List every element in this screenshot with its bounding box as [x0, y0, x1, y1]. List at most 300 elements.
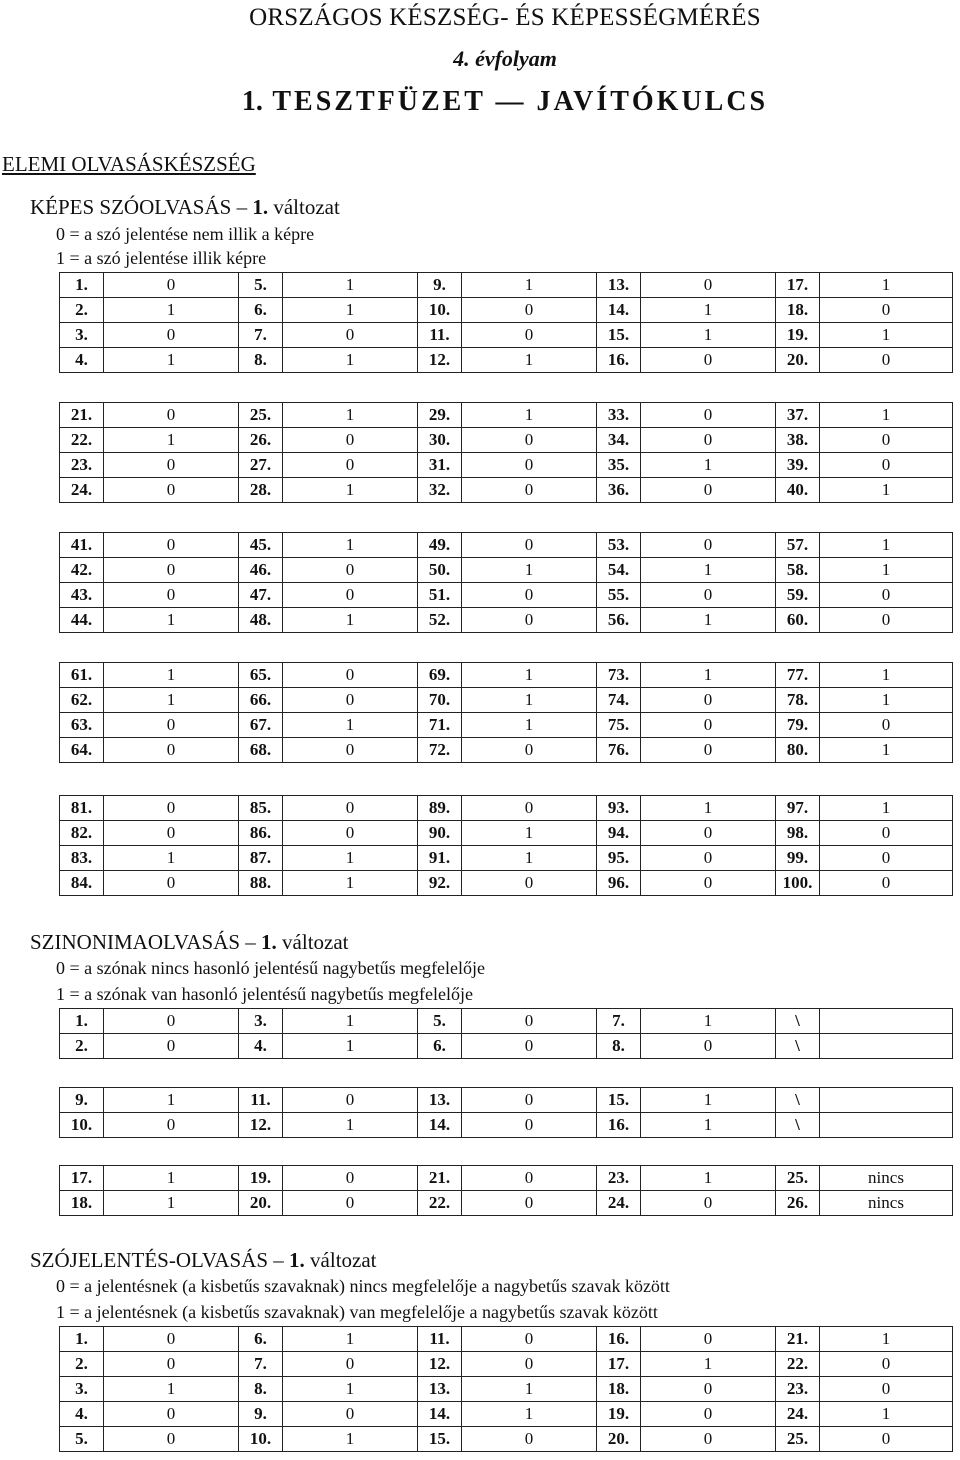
answer-cell: 1 — [641, 1009, 776, 1034]
item-number-cell: 19. — [597, 1402, 641, 1427]
answer-cell: 1 — [104, 1377, 239, 1402]
answer-cell: 0 — [283, 688, 418, 713]
kepes-legend-1: 1 = a szó jelentése illik képre — [56, 248, 267, 268]
table-row — [60, 273, 953, 298]
table-row — [60, 1427, 953, 1452]
szinonima-table-3 — [59, 1165, 953, 1216]
answer-cell: 0 — [462, 533, 597, 558]
table-row — [60, 821, 953, 846]
answer-cell — [820, 1009, 953, 1034]
item-number-cell: 4. — [239, 1034, 283, 1059]
answer-cell: 0 — [641, 1402, 776, 1427]
answer-cell: 0 — [641, 1034, 776, 1059]
table-row — [60, 298, 953, 323]
item-number-cell: 23. — [60, 453, 104, 478]
booklet-title-text: TESZTFÜZET — JAVÍTÓKULCS — [272, 86, 769, 117]
answer-cell: 0 — [820, 821, 953, 846]
answer-cell: 1 — [820, 533, 953, 558]
answer-cell: 0 — [104, 453, 239, 478]
szojelentes-table-1 — [59, 1326, 953, 1452]
answer-cell: 0 — [641, 738, 776, 763]
item-number-cell: \ — [776, 1009, 820, 1034]
answer-cell: 0 — [462, 478, 597, 503]
answer-cell: 0 — [104, 323, 239, 348]
item-number-cell: 70. — [418, 688, 462, 713]
item-number-cell: 11. — [418, 323, 462, 348]
item-number-cell: 5. — [60, 1427, 104, 1452]
item-number-cell: 15. — [418, 1427, 462, 1452]
table-row — [60, 533, 953, 558]
answer-cell: 1 — [641, 323, 776, 348]
table-row — [60, 428, 953, 453]
answer-cell: 1 — [462, 1402, 597, 1427]
answer-cell: 0 — [462, 298, 597, 323]
answer-cell: 0 — [641, 821, 776, 846]
answer-cell: 0 — [104, 558, 239, 583]
item-number-cell: 46. — [239, 558, 283, 583]
answer-cell: 0 — [104, 1402, 239, 1427]
answer-cell: 1 — [283, 273, 418, 298]
item-number-cell: 13. — [418, 1377, 462, 1402]
item-number-cell: 87. — [239, 846, 283, 871]
item-number-cell: 20. — [239, 1191, 283, 1216]
answer-cell: 1 — [283, 1113, 418, 1138]
szinonima-table-1 — [59, 1008, 953, 1059]
item-number-cell: 55. — [597, 583, 641, 608]
table-row — [60, 1191, 953, 1216]
answer-cell: 1 — [462, 1377, 597, 1402]
answer-cell: 0 — [104, 273, 239, 298]
table-row — [60, 1113, 953, 1138]
answer-cell: 1 — [641, 1166, 776, 1191]
item-number-cell: 3. — [60, 323, 104, 348]
item-number-cell: 58. — [776, 558, 820, 583]
item-number-cell: 7. — [239, 1352, 283, 1377]
grade-label: 4. évfolyam — [453, 46, 557, 71]
item-number-cell: 96. — [597, 871, 641, 896]
kepes-version-number: 1. — [252, 195, 269, 219]
kepes-table-5 — [59, 795, 953, 896]
item-number-cell: 52. — [418, 608, 462, 633]
answer-cell: 1 — [462, 688, 597, 713]
item-number-cell: 89. — [418, 796, 462, 821]
item-number-cell: 62. — [60, 688, 104, 713]
item-number-cell: 12. — [418, 1352, 462, 1377]
answer-cell: 0 — [104, 1009, 239, 1034]
answer-cell — [820, 1113, 953, 1138]
answer-cell: 0 — [104, 871, 239, 896]
item-number-cell: 4. — [60, 1402, 104, 1427]
answer-cell: 1 — [641, 608, 776, 633]
item-number-cell: 18. — [597, 1377, 641, 1402]
answer-cell: 0 — [104, 403, 239, 428]
answer-cell: 1 — [283, 871, 418, 896]
table-row — [60, 1166, 953, 1191]
item-number-cell: 64. — [60, 738, 104, 763]
item-number-cell: 24. — [597, 1191, 641, 1216]
answer-cell: 1 — [283, 713, 418, 738]
item-number-cell: 2. — [60, 1034, 104, 1059]
item-number-cell: 17. — [776, 273, 820, 298]
answer-cell — [820, 1088, 953, 1113]
answer-cell: 0 — [820, 583, 953, 608]
answer-cell: 0 — [283, 583, 418, 608]
item-number-cell: 22. — [418, 1191, 462, 1216]
item-number-cell: 23. — [597, 1166, 641, 1191]
item-number-cell: 69. — [418, 663, 462, 688]
item-number-cell: 77. — [776, 663, 820, 688]
item-number-cell: 28. — [239, 478, 283, 503]
answer-cell: 0 — [104, 583, 239, 608]
item-number-cell: 68. — [239, 738, 283, 763]
table-row — [60, 323, 953, 348]
answer-cell: 0 — [283, 738, 418, 763]
item-number-cell: 39. — [776, 453, 820, 478]
item-number-cell: 29. — [418, 403, 462, 428]
answer-cell: 1 — [820, 403, 953, 428]
table-row — [60, 846, 953, 871]
answer-cell: 1 — [820, 796, 953, 821]
answer-cell: 0 — [641, 1327, 776, 1352]
item-number-cell: 1. — [60, 273, 104, 298]
item-number-cell: 21. — [418, 1166, 462, 1191]
answer-cell: 0 — [462, 738, 597, 763]
answer-cell: 0 — [283, 1191, 418, 1216]
item-number-cell: 25. — [776, 1427, 820, 1452]
item-number-cell: 20. — [776, 348, 820, 373]
table-row — [60, 1377, 953, 1402]
item-number-cell: 66. — [239, 688, 283, 713]
item-number-cell: 65. — [239, 663, 283, 688]
item-number-cell: 19. — [776, 323, 820, 348]
booklet-number: 1. — [241, 86, 263, 117]
answer-cell: 0 — [641, 273, 776, 298]
item-number-cell: 59. — [776, 583, 820, 608]
item-number-cell: 91. — [418, 846, 462, 871]
item-number-cell: 22. — [776, 1352, 820, 1377]
item-number-cell: 1. — [60, 1009, 104, 1034]
answer-cell: 1 — [462, 713, 597, 738]
answer-cell: 0 — [820, 348, 953, 373]
answer-cell: 0 — [283, 796, 418, 821]
kepes-version-word: változat — [273, 195, 340, 219]
answer-cell: 0 — [283, 323, 418, 348]
answer-cell: 1 — [462, 821, 597, 846]
szinonima-legend-1: 1 = a szónak van hasonló jelentésű nagybetűs megfelelője — [56, 984, 474, 1004]
answer-cell: 1 — [820, 1327, 953, 1352]
item-number-cell: 45. — [239, 533, 283, 558]
item-number-cell: 9. — [418, 273, 462, 298]
item-number-cell: 12. — [239, 1113, 283, 1138]
answer-cell: 0 — [820, 846, 953, 871]
item-number-cell: 8. — [239, 348, 283, 373]
item-number-cell: 73. — [597, 663, 641, 688]
answer-cell: 1 — [820, 323, 953, 348]
answer-cell — [820, 1034, 953, 1059]
answer-cell: 1 — [462, 273, 597, 298]
answer-cell: 0 — [104, 821, 239, 846]
answer-cell: 0 — [283, 821, 418, 846]
answer-cell: 0 — [462, 1427, 597, 1452]
item-number-cell: 15. — [597, 323, 641, 348]
answer-cell: nincs — [820, 1166, 953, 1191]
answer-cell: 0 — [283, 1166, 418, 1191]
item-number-cell: 13. — [597, 273, 641, 298]
answer-cell: 0 — [462, 323, 597, 348]
item-number-cell: 32. — [418, 478, 462, 503]
kepes-title-prefix: KÉPES SZÓOLVASÁS – — [30, 195, 248, 219]
szinonima-table-2 — [59, 1087, 953, 1138]
szinonima-title — [30, 930, 349, 955]
item-number-cell: 1. — [60, 1327, 104, 1352]
answer-cell: 0 — [462, 1088, 597, 1113]
table-row — [60, 348, 953, 373]
booklet-title — [0, 86, 960, 118]
table-row — [60, 1327, 953, 1352]
item-number-cell: 75. — [597, 713, 641, 738]
szojelentes-legend-0: 0 = a jelentésnek (a kisbetűs szavaknak) nincs megfelelője a nagybetűs szavak között — [56, 1276, 670, 1296]
item-number-cell: 35. — [597, 453, 641, 478]
item-number-cell: 16. — [597, 1113, 641, 1138]
answer-cell: 1 — [283, 1034, 418, 1059]
answer-cell: 1 — [283, 478, 418, 503]
answer-cell: 1 — [104, 1166, 239, 1191]
item-number-cell: 54. — [597, 558, 641, 583]
item-number-cell: 78. — [776, 688, 820, 713]
answer-cell: 0 — [283, 663, 418, 688]
item-number-cell: 14. — [418, 1402, 462, 1427]
table-row — [60, 1034, 953, 1059]
item-number-cell: 10. — [239, 1427, 283, 1452]
answer-cell: 0 — [641, 871, 776, 896]
item-number-cell: 8. — [239, 1377, 283, 1402]
answer-cell: 0 — [462, 608, 597, 633]
item-number-cell: 60. — [776, 608, 820, 633]
item-number-cell: 48. — [239, 608, 283, 633]
answer-cell: 0 — [104, 1034, 239, 1059]
answer-cell: 1 — [462, 846, 597, 871]
table-row — [60, 1088, 953, 1113]
item-number-cell: 9. — [239, 1402, 283, 1427]
answer-cell: 1 — [462, 348, 597, 373]
item-number-cell: 95. — [597, 846, 641, 871]
table-row — [60, 738, 953, 763]
item-number-cell: 43. — [60, 583, 104, 608]
szojelentes-version-word: változat — [310, 1248, 377, 1272]
item-number-cell: 44. — [60, 608, 104, 633]
item-number-cell: 71. — [418, 713, 462, 738]
item-number-cell: 81. — [60, 796, 104, 821]
answer-cell: 0 — [104, 713, 239, 738]
item-number-cell: 92. — [418, 871, 462, 896]
item-number-cell: 42. — [60, 558, 104, 583]
item-number-cell: 5. — [239, 273, 283, 298]
szojelentes-title — [30, 1248, 377, 1273]
item-number-cell: 10. — [60, 1113, 104, 1138]
table-row — [60, 1009, 953, 1034]
item-number-cell: 3. — [239, 1009, 283, 1034]
answer-cell: 1 — [104, 298, 239, 323]
item-number-cell: 97. — [776, 796, 820, 821]
answer-cell: 1 — [104, 1191, 239, 1216]
page-title: ORSZÁGOS KÉSZSÉG- ÉS KÉPESSÉGMÉRÉS — [249, 4, 761, 31]
answer-cell: 1 — [283, 348, 418, 373]
answer-cell: 0 — [104, 796, 239, 821]
answer-cell: 1 — [641, 1352, 776, 1377]
answer-cell: 0 — [283, 428, 418, 453]
table-row — [60, 796, 953, 821]
answer-cell: 0 — [104, 533, 239, 558]
answer-cell: 0 — [104, 738, 239, 763]
answer-cell: 1 — [283, 298, 418, 323]
item-number-cell: 84. — [60, 871, 104, 896]
answer-cell: 1 — [820, 1402, 953, 1427]
answer-cell: 1 — [462, 558, 597, 583]
item-number-cell: 90. — [418, 821, 462, 846]
answer-cell: 0 — [462, 1166, 597, 1191]
answer-cell: 1 — [104, 608, 239, 633]
answer-cell: 0 — [641, 1377, 776, 1402]
answer-cell: nincs — [820, 1191, 953, 1216]
item-number-cell: 7. — [597, 1009, 641, 1034]
answer-cell: 0 — [641, 1427, 776, 1452]
kepes-title — [30, 195, 340, 220]
answer-cell: 1 — [820, 738, 953, 763]
table-row — [60, 713, 953, 738]
answer-cell: 1 — [641, 1088, 776, 1113]
answer-cell: 1 — [104, 663, 239, 688]
answer-cell: 0 — [283, 1402, 418, 1427]
kepes-legend-0: 0 = a szó jelentése nem illik a képre — [56, 224, 315, 244]
item-number-cell: 94. — [597, 821, 641, 846]
answer-cell: 0 — [462, 1327, 597, 1352]
item-number-cell: 86. — [239, 821, 283, 846]
answer-cell: 1 — [641, 453, 776, 478]
item-number-cell: 51. — [418, 583, 462, 608]
item-number-cell: \ — [776, 1034, 820, 1059]
item-number-cell: 25. — [239, 403, 283, 428]
answer-cell: 0 — [641, 688, 776, 713]
item-number-cell: 24. — [60, 478, 104, 503]
item-number-cell: 98. — [776, 821, 820, 846]
szinonima-title-prefix: SZINONIMAOLVASÁS – — [30, 930, 256, 954]
szinonima-legend-0: 0 = a szónak nincs hasonló jelentésű nagybetűs megfelelője — [56, 958, 486, 978]
item-number-cell: 22. — [60, 428, 104, 453]
answer-cell: 0 — [462, 796, 597, 821]
table-row — [60, 583, 953, 608]
answer-cell: 1 — [820, 478, 953, 503]
answer-cell: 0 — [641, 403, 776, 428]
answer-cell: 1 — [283, 608, 418, 633]
answer-cell: 1 — [820, 663, 953, 688]
item-number-cell: 20. — [597, 1427, 641, 1452]
item-number-cell: 16. — [597, 1327, 641, 1352]
item-number-cell: 16. — [597, 348, 641, 373]
item-number-cell: 24. — [776, 1402, 820, 1427]
answer-cell: 0 — [104, 1352, 239, 1377]
item-number-cell: 61. — [60, 663, 104, 688]
kepes-table-1 — [59, 272, 953, 373]
kepes-table-4 — [59, 662, 953, 763]
item-number-cell: 7. — [239, 323, 283, 348]
answer-cell: 1 — [104, 846, 239, 871]
answer-cell: 0 — [104, 1427, 239, 1452]
answer-cell: 0 — [820, 1352, 953, 1377]
answer-cell: 0 — [104, 478, 239, 503]
answer-cell: 0 — [462, 1009, 597, 1034]
item-number-cell: 85. — [239, 796, 283, 821]
answer-cell: 0 — [641, 533, 776, 558]
answer-cell: 0 — [820, 1377, 953, 1402]
item-number-cell: 30. — [418, 428, 462, 453]
item-number-cell: 50. — [418, 558, 462, 583]
item-number-cell: 6. — [239, 1327, 283, 1352]
answer-cell: 1 — [283, 1009, 418, 1034]
answer-cell: 1 — [641, 298, 776, 323]
item-number-cell: 2. — [60, 1352, 104, 1377]
item-number-cell: 56. — [597, 608, 641, 633]
answer-cell: 1 — [820, 273, 953, 298]
item-number-cell: 23. — [776, 1377, 820, 1402]
answer-cell: 0 — [462, 1191, 597, 1216]
table-row — [60, 608, 953, 633]
item-number-cell: 6. — [418, 1034, 462, 1059]
item-number-cell: 14. — [418, 1113, 462, 1138]
item-number-cell: 83. — [60, 846, 104, 871]
item-number-cell: 5. — [418, 1009, 462, 1034]
item-number-cell: 49. — [418, 533, 462, 558]
answer-cell: 0 — [641, 713, 776, 738]
item-number-cell: 8. — [597, 1034, 641, 1059]
item-number-cell: 80. — [776, 738, 820, 763]
answer-cell: 0 — [820, 608, 953, 633]
answer-cell: 0 — [283, 1088, 418, 1113]
item-number-cell: 26. — [239, 428, 283, 453]
szojelentes-title-prefix: SZÓJELENTÉS-OLVASÁS – — [30, 1248, 284, 1272]
item-number-cell: 11. — [239, 1088, 283, 1113]
table-row — [60, 403, 953, 428]
item-number-cell: 93. — [597, 796, 641, 821]
answer-cell: 0 — [462, 453, 597, 478]
item-number-cell: 63. — [60, 713, 104, 738]
item-number-cell: 10. — [418, 298, 462, 323]
szinonima-version-word: változat — [282, 930, 349, 954]
item-number-cell: 41. — [60, 533, 104, 558]
answer-cell: 0 — [104, 1327, 239, 1352]
item-number-cell: 34. — [597, 428, 641, 453]
answer-cell: 1 — [104, 688, 239, 713]
item-number-cell: 12. — [418, 348, 462, 373]
item-number-cell: 36. — [597, 478, 641, 503]
table-row — [60, 1352, 953, 1377]
item-number-cell: 57. — [776, 533, 820, 558]
item-number-cell: 27. — [239, 453, 283, 478]
szinonima-version-number: 1. — [261, 930, 277, 954]
table-row — [60, 453, 953, 478]
item-number-cell: 11. — [418, 1327, 462, 1352]
answer-cell: 0 — [283, 453, 418, 478]
item-number-cell: 9. — [60, 1088, 104, 1113]
item-number-cell: 31. — [418, 453, 462, 478]
answer-cell: 1 — [104, 1088, 239, 1113]
item-number-cell: 53. — [597, 533, 641, 558]
item-number-cell: 3. — [60, 1377, 104, 1402]
item-number-cell: 74. — [597, 688, 641, 713]
answer-cell: 0 — [820, 298, 953, 323]
answer-cell: 0 — [283, 558, 418, 583]
answer-cell: 0 — [820, 453, 953, 478]
answer-cell: 0 — [641, 348, 776, 373]
